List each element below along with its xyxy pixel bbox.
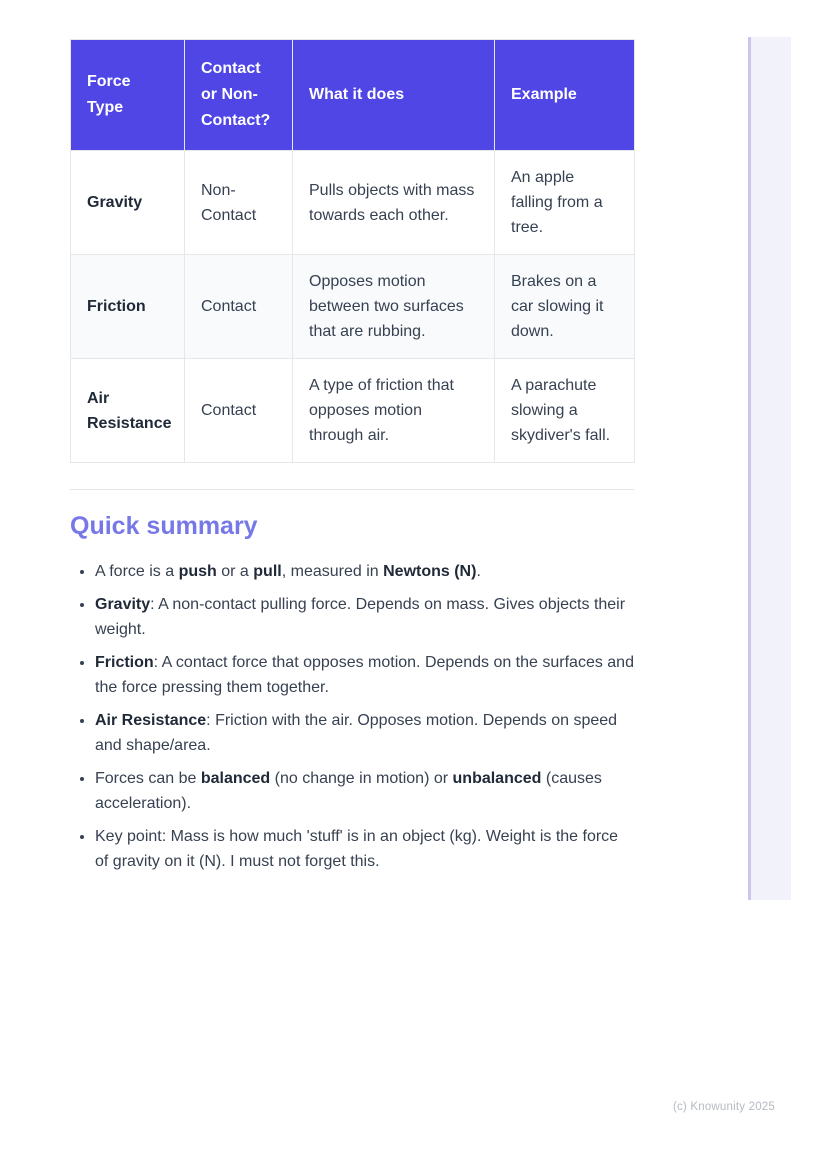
force-table (70, 39, 635, 463)
content-column (70, 39, 634, 882)
table-row (71, 359, 635, 463)
summary-bullet: • Air Resistance: Friction with the air. Opposes motion. Depends on speed and shape/area. (95, 708, 634, 758)
column-header: Force Type (71, 40, 185, 151)
table-row (71, 151, 635, 255)
section-heading: Quick summary (70, 512, 258, 540)
what-cell: Pulls objects with mass towards each other. (293, 151, 495, 255)
summary-bullet: • A force is a push or a pull, measured in Newtons (N). (95, 559, 634, 584)
summary-bullet: • Gravity: A non-contact pulling force. Depends on mass. Gives objects their weight. (95, 592, 634, 642)
side-panel (748, 37, 791, 900)
section-divider (70, 489, 634, 490)
what-cell: A type of friction that opposes motion through air. (293, 359, 495, 463)
footer-credit: (c) Knowunity 2025 (672, 1101, 775, 1113)
force-name-cell: Friction (71, 255, 185, 359)
table-header-row (71, 40, 635, 151)
contact-cell: Contact (185, 359, 293, 463)
contact-cell: Non-Contact (185, 151, 293, 255)
example-cell: A parachute slowing a skydiver's fall. (495, 359, 635, 463)
table-row (71, 255, 635, 359)
column-header: What it does (293, 40, 495, 151)
summary-bullet: • Key point: Mass is how much 'stuff' is in an object (kg). Weight is the force of gravity on it (N). I must not forget this. (95, 824, 634, 874)
table-body (71, 151, 635, 463)
column-header: Contact or Non-Contact? (185, 40, 293, 151)
force-name-cell: Air Resistance (71, 359, 185, 463)
example-cell: Brakes on a car slowing it down. (495, 255, 635, 359)
example-cell: An apple falling from a tree. (495, 151, 635, 255)
summary-bullet: • Friction: A contact force that opposes motion. Depends on the surfaces and the force pressing them together. (95, 650, 634, 700)
contact-cell: Contact (185, 255, 293, 359)
summary-list (70, 559, 634, 874)
summary-bullet: • Forces can be balanced (no change in motion) or unbalanced (causes acceleration). (95, 766, 634, 816)
force-name-cell: Gravity (71, 151, 185, 255)
column-header: Example (495, 40, 635, 151)
what-cell: Opposes motion between two surfaces that are rubbing. (293, 255, 495, 359)
